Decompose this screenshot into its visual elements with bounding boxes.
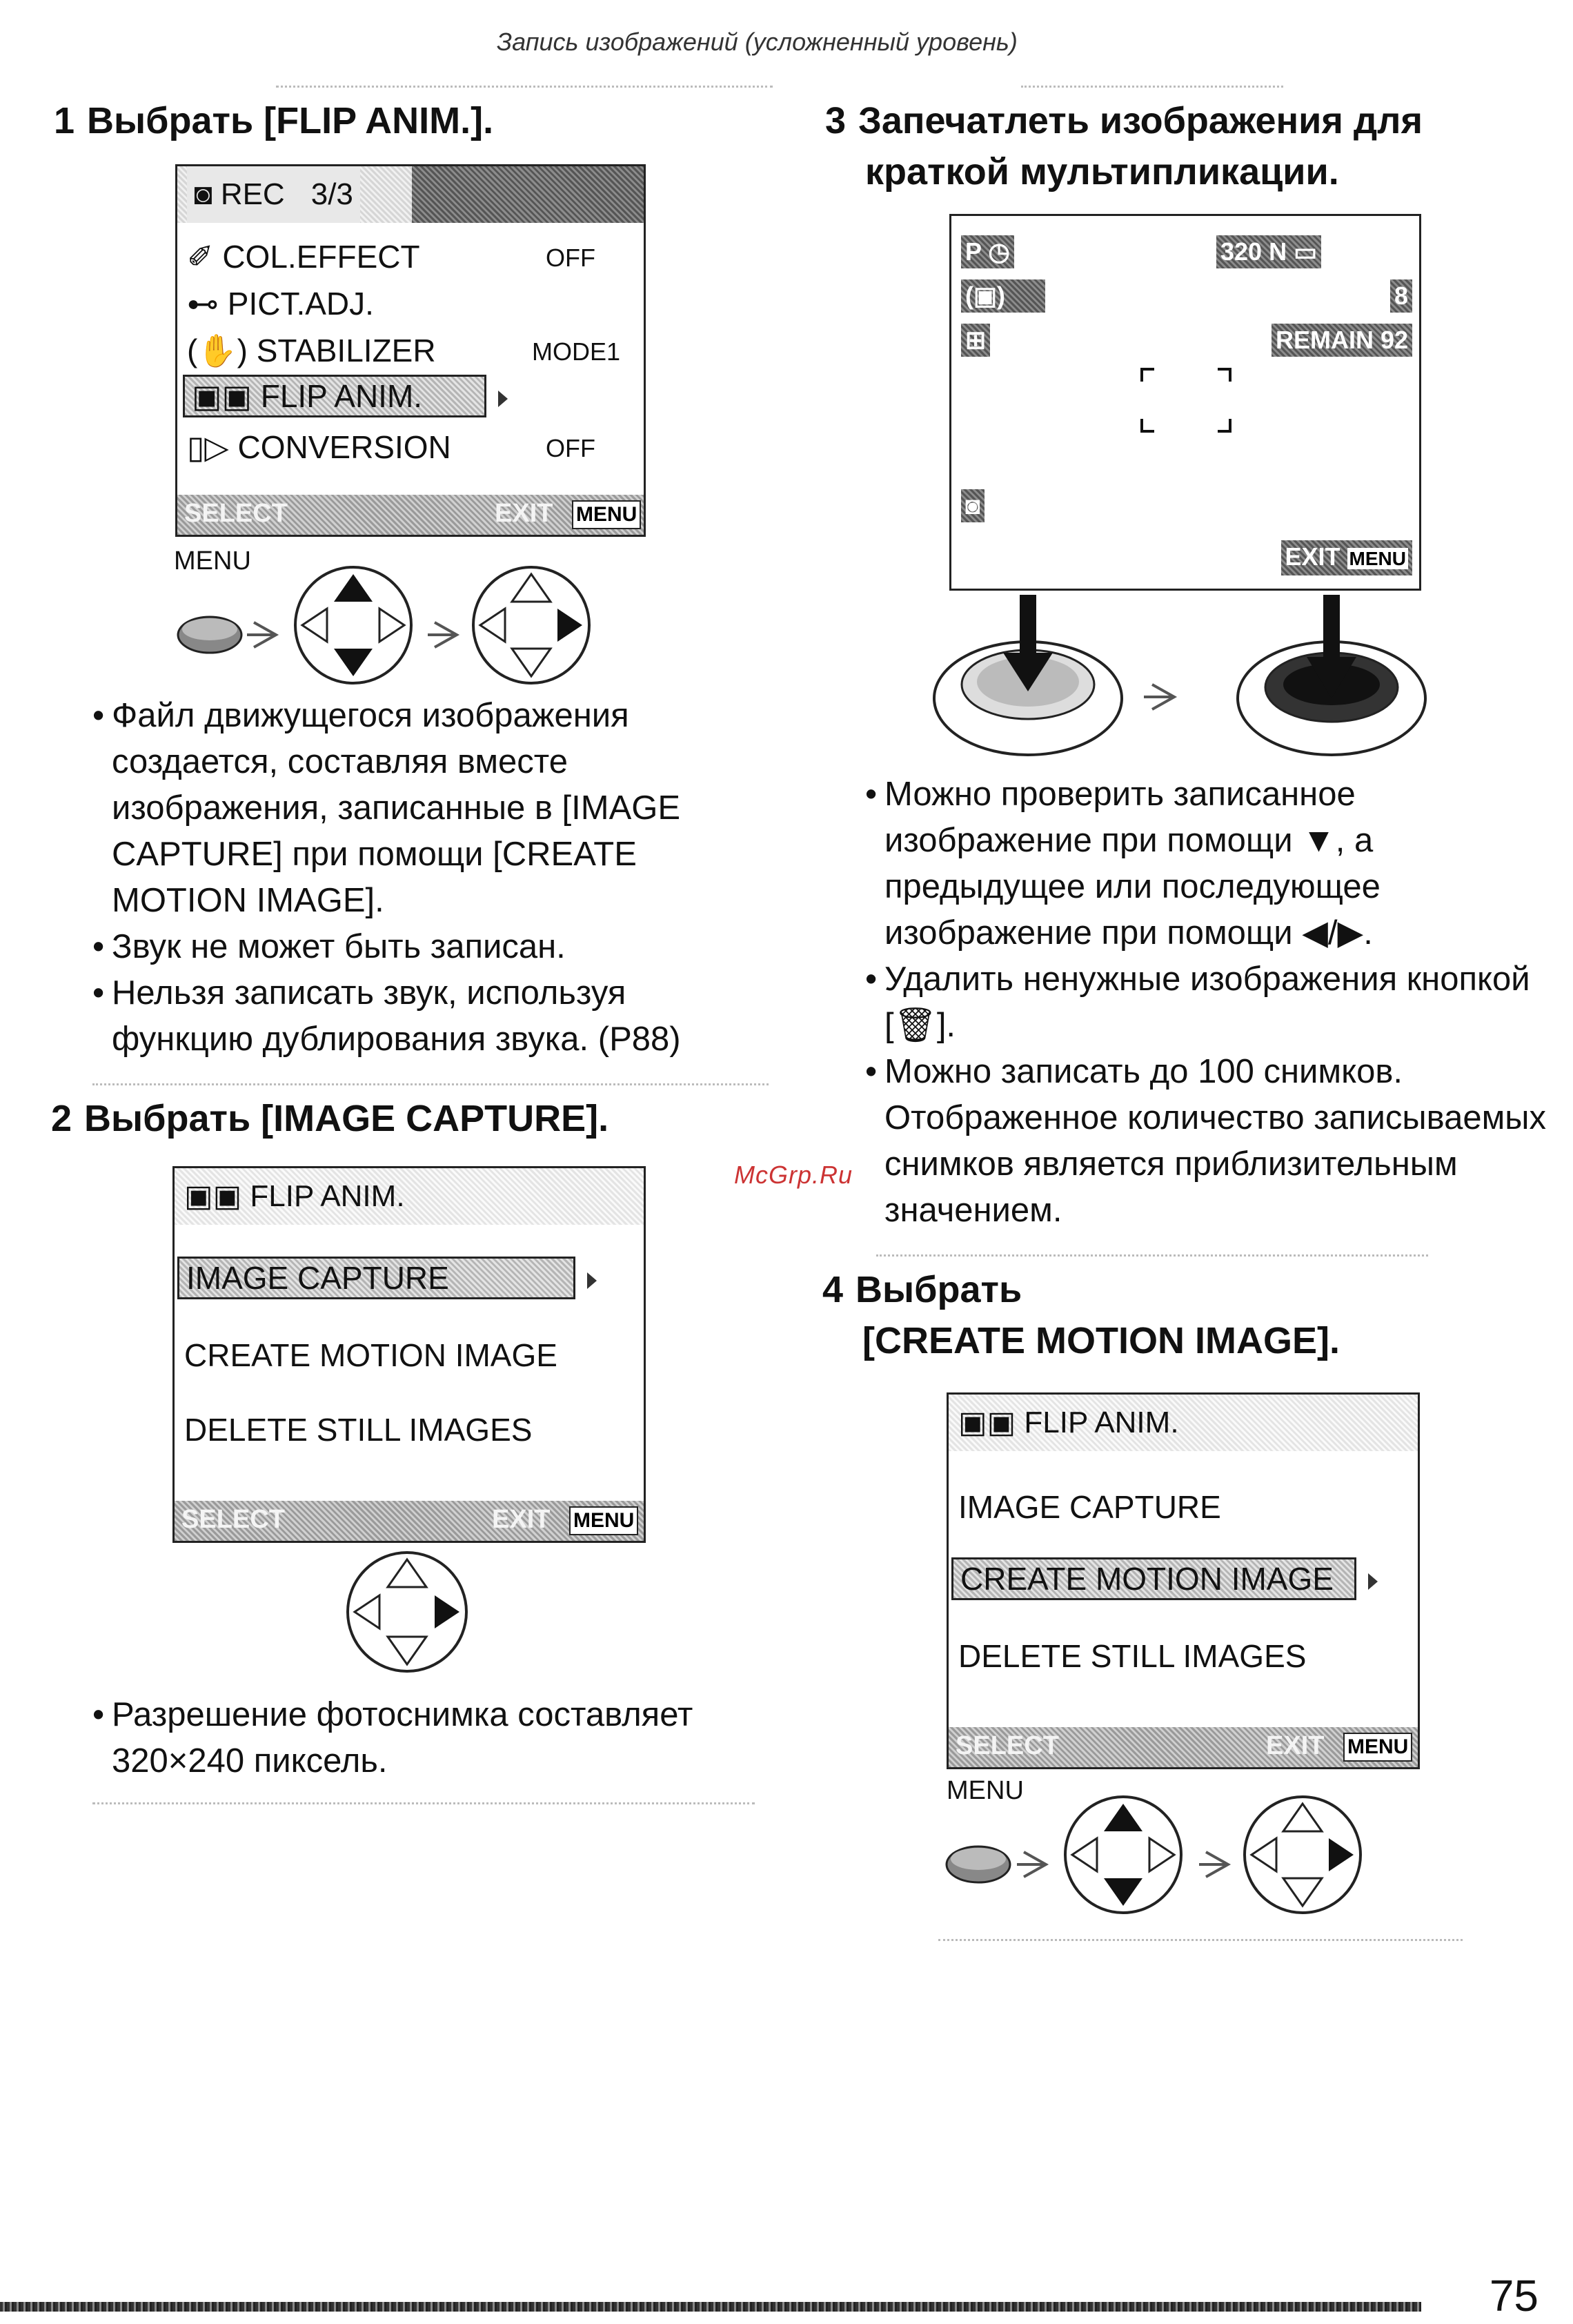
step-3-bullet-3: • Можно записать до 100 снимков. Отображенное количество записываемых снимков является приблизительным значением.	[865, 1049, 1555, 1234]
rec-menu-title-bar	[177, 166, 644, 223]
step-1-bullet-1: • Файл движущегося изображения создается, составляя вместе изображения, записанные в [IMAGE CAPTURE] при помощи [CREATE MOTION IMAGE].	[92, 693, 775, 924]
rec-menu-screen	[175, 164, 646, 537]
record-mode-icon: ◙	[961, 489, 985, 522]
step-3-number: 3	[825, 100, 847, 141]
chevron-right-icon	[1368, 1573, 1378, 1590]
step-1-notes	[92, 693, 775, 1063]
step-2-notes	[92, 1692, 775, 1784]
step-4-heading	[822, 1264, 1340, 1366]
frame-count: 8	[1390, 279, 1412, 313]
mode-indicator: P ◷	[961, 235, 1014, 268]
rec-menu-title: REC	[220, 177, 285, 211]
dpad-right-icon	[1245, 1797, 1361, 1913]
menu-label-2: MENU	[947, 1776, 1024, 1805]
rec-menu-footer: SELECT EXIT MENU	[177, 495, 644, 535]
chevron-right-icon	[587, 1272, 597, 1289]
battery-icon: ▭	[1294, 237, 1318, 266]
flip-menu-1-delete-still[interactable]: DELETE STILL IMAGES	[184, 1412, 533, 1448]
step-1-heading	[54, 95, 493, 146]
timer-icon: ◷	[988, 237, 1010, 266]
step-1-number: 1	[54, 100, 75, 141]
camera-icon: ◙	[194, 177, 212, 211]
step-2-number: 2	[51, 1098, 72, 1139]
step-3-title-line-2: краткой мультипликации.	[865, 151, 1339, 193]
picture-adjust-icon: ⊷	[187, 286, 219, 322]
menu-item-pict-adj[interactable]: ⊷ PICT.ADJ.	[187, 286, 374, 322]
flip-menu-2-footer: SELECT EXIT MENU	[949, 1727, 1418, 1767]
menu-item-col-effect[interactable]: ✐ COL.EFFECT OFF	[187, 239, 595, 275]
step-1-bullet-3: • Нельзя записать звук, используя функцию дублирования звука. (P88)	[92, 970, 775, 1063]
af-frame-corner-tr	[1218, 368, 1231, 382]
shutter-half-press-icon	[934, 595, 1122, 755]
flip-menu-2-delete-still[interactable]: DELETE STILL IMAGES	[958, 1638, 1307, 1674]
flip-anim-indicator-icon: (▣)	[961, 279, 1045, 313]
af-frame-corner-tl	[1140, 368, 1154, 382]
conversion-icon: ▯▷	[187, 429, 229, 465]
step-3-bullet-2: • Удалить ненужные изображения кнопкой [🗑].	[865, 956, 1555, 1049]
step-2-heading	[51, 1093, 609, 1144]
af-frame-corner-bl	[1140, 419, 1154, 433]
nav-sequence-4	[941, 1789, 1438, 1920]
step-2-bullet-1: • Разрешение фотоснимка составляет 320×240 пиксель.	[92, 1692, 775, 1784]
flip-anim-icon: ▣▣	[958, 1406, 1016, 1439]
page-footer-bar	[0, 2302, 1421, 2312]
viewfinder-exit: EXIT MENU	[1281, 540, 1412, 575]
stabilizer-icon: (✋)	[187, 333, 248, 368]
step-1-bullet-2: • Звук не может быть записан.	[92, 924, 775, 970]
flip-menu-screen-2	[947, 1392, 1420, 1769]
menu-item-flip-anim[interactable]: ▣▣ FLIP ANIM.	[183, 377, 508, 415]
chevron-right-icon	[498, 391, 508, 407]
flip-anim-icon: ▣▣	[192, 378, 252, 414]
step-4-title-line-1: Выбрать	[855, 1269, 1022, 1310]
flip-anim-icon: ▣▣	[184, 1179, 242, 1213]
step-1-title: Выбрать [FLIP ANIM.].	[87, 100, 494, 141]
flip-menu-1-create-motion[interactable]: CREATE MOTION IMAGE	[184, 1337, 557, 1373]
step-4-title-line-2: [CREATE MOTION IMAGE].	[862, 1320, 1340, 1361]
step-3-notes	[865, 771, 1555, 1234]
step-3-bullet-1: • Можно проверить записанное изображение при помощи ▼, а предыдущее или последующее изображение при помощи ◀/▶.	[865, 771, 1555, 956]
step-4-number: 4	[822, 1269, 844, 1310]
menu-label-1: MENU	[174, 546, 251, 575]
grid-icon: ⊞	[961, 324, 990, 357]
flip-menu-screen-1	[172, 1166, 646, 1543]
flip-menu-1-image-capture[interactable]: IMAGE CAPTURE	[177, 1259, 597, 1297]
flip-menu-2-image-capture[interactable]: IMAGE CAPTURE	[958, 1489, 1221, 1525]
nav-sequence-1	[172, 559, 655, 690]
flip-menu-1-title: FLIP ANIM.	[250, 1179, 405, 1213]
remain-count: REMAIN 92	[1272, 324, 1412, 357]
step-3-title-line-1: Запечатлеть изображения для	[858, 100, 1423, 141]
step-3-heading	[825, 95, 1423, 197]
resolution-indicator: 320 N ▭	[1216, 235, 1321, 268]
af-frame-corner-br	[1218, 419, 1231, 433]
flip-menu-1-title-bar	[175, 1168, 644, 1225]
menu-item-conversion[interactable]: ▯▷ CONVERSION OFF	[187, 429, 595, 465]
dpad-up-down-icon	[1065, 1797, 1181, 1913]
shutter-full-press-icon	[1238, 595, 1425, 755]
menu-button-icon	[178, 617, 241, 653]
flip-menu-1-footer: SELECT EXIT MENU	[175, 1501, 644, 1541]
nav-right-step-2	[342, 1548, 480, 1680]
menu-button-icon	[947, 1847, 1010, 1882]
rec-menu-page: 3/3	[310, 177, 353, 211]
viewfinder-screen	[949, 214, 1421, 591]
dpad-right-icon	[473, 567, 589, 683]
shutter-press-illustration	[931, 595, 1428, 767]
flip-menu-2-title: FLIP ANIM.	[1024, 1406, 1179, 1439]
page-header: Запись изображений (усложненный уровень)	[497, 28, 1018, 56]
dpad-right-icon	[348, 1553, 466, 1671]
page-number: 75	[1489, 2271, 1539, 2321]
step-2-title: Выбрать [IMAGE CAPTURE].	[84, 1098, 609, 1139]
color-effect-icon: ✐	[187, 239, 214, 275]
watermark: McGrp.Ru	[734, 1161, 853, 1189]
flip-menu-2-create-motion[interactable]: CREATE MOTION IMAGE	[951, 1560, 1378, 1597]
menu-item-stabilizer[interactable]: (✋) STABILIZER MODE1	[187, 333, 621, 368]
dpad-up-down-icon	[295, 567, 411, 683]
flip-menu-2-title-bar	[949, 1395, 1418, 1451]
